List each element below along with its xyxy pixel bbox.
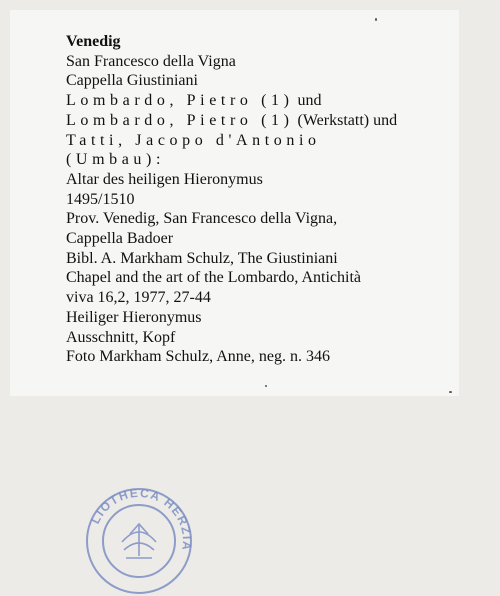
label-line	[66, 268, 466, 288]
label-line	[66, 111, 466, 131]
label-line-text: Cappella Badoer	[66, 230, 174, 248]
label-line-text: 1495/1510	[66, 190, 135, 208]
label-line	[66, 71, 466, 91]
label-line-text: Tatti, Jacopo d'Antonio	[66, 131, 321, 149]
label-line-text: Altar des heiligen Hieronymus	[66, 170, 263, 188]
location-title: Venedig	[66, 33, 121, 50]
label-line	[66, 170, 466, 190]
label-line	[66, 52, 466, 72]
label-line	[66, 190, 466, 210]
label-line-tail: und	[293, 92, 322, 110]
label-line	[66, 347, 466, 367]
label-line	[66, 328, 466, 348]
scan-speck	[375, 18, 377, 21]
label-line	[66, 209, 466, 229]
label-line-text: Lombardo, Pietro (1)	[66, 92, 294, 110]
scan-speck	[449, 391, 452, 393]
label-line	[66, 131, 466, 151]
label-line	[66, 150, 466, 170]
label-line	[66, 229, 466, 249]
label-line	[66, 288, 466, 308]
stamp-text: LIOTHECA HERZIA	[88, 486, 194, 553]
label-line-text: Ausschnitt, Kopf	[66, 328, 176, 346]
label-line	[66, 91, 466, 111]
label-line	[66, 308, 466, 328]
label-line-tail: (Werkstatt) und	[293, 111, 398, 129]
label-line-text: Lombardo, Pietro (1)	[66, 111, 294, 129]
label-line-text: San Francesco della Vigna	[66, 52, 236, 70]
label-line-text: viva 16,2, 1977, 27-44	[66, 289, 211, 307]
label-line-text: Chapel and the art of the Lombardo, Antichità	[66, 269, 362, 287]
label-line-text: Foto Markham Schulz, Anne, neg. n. 346	[66, 348, 330, 366]
photo-archive-label	[10, 10, 459, 396]
label-text	[66, 32, 466, 367]
stamp-emblem-icon	[122, 524, 156, 558]
label-lines	[66, 52, 466, 367]
library-stamp	[84, 486, 194, 596]
label-line-text: Heiliger Hieronymus	[66, 308, 202, 326]
label-line-text: Bibl. A. Markham Schulz, The Giustiniani	[66, 249, 338, 267]
label-line-text: (Umbau):	[66, 151, 166, 169]
label-line-text: Prov. Venedig, San Francesco della Vigna,	[66, 210, 338, 228]
scan-speck	[265, 385, 267, 387]
label-line-text: Cappella Giustiniani	[66, 72, 198, 90]
label-line	[66, 249, 466, 269]
